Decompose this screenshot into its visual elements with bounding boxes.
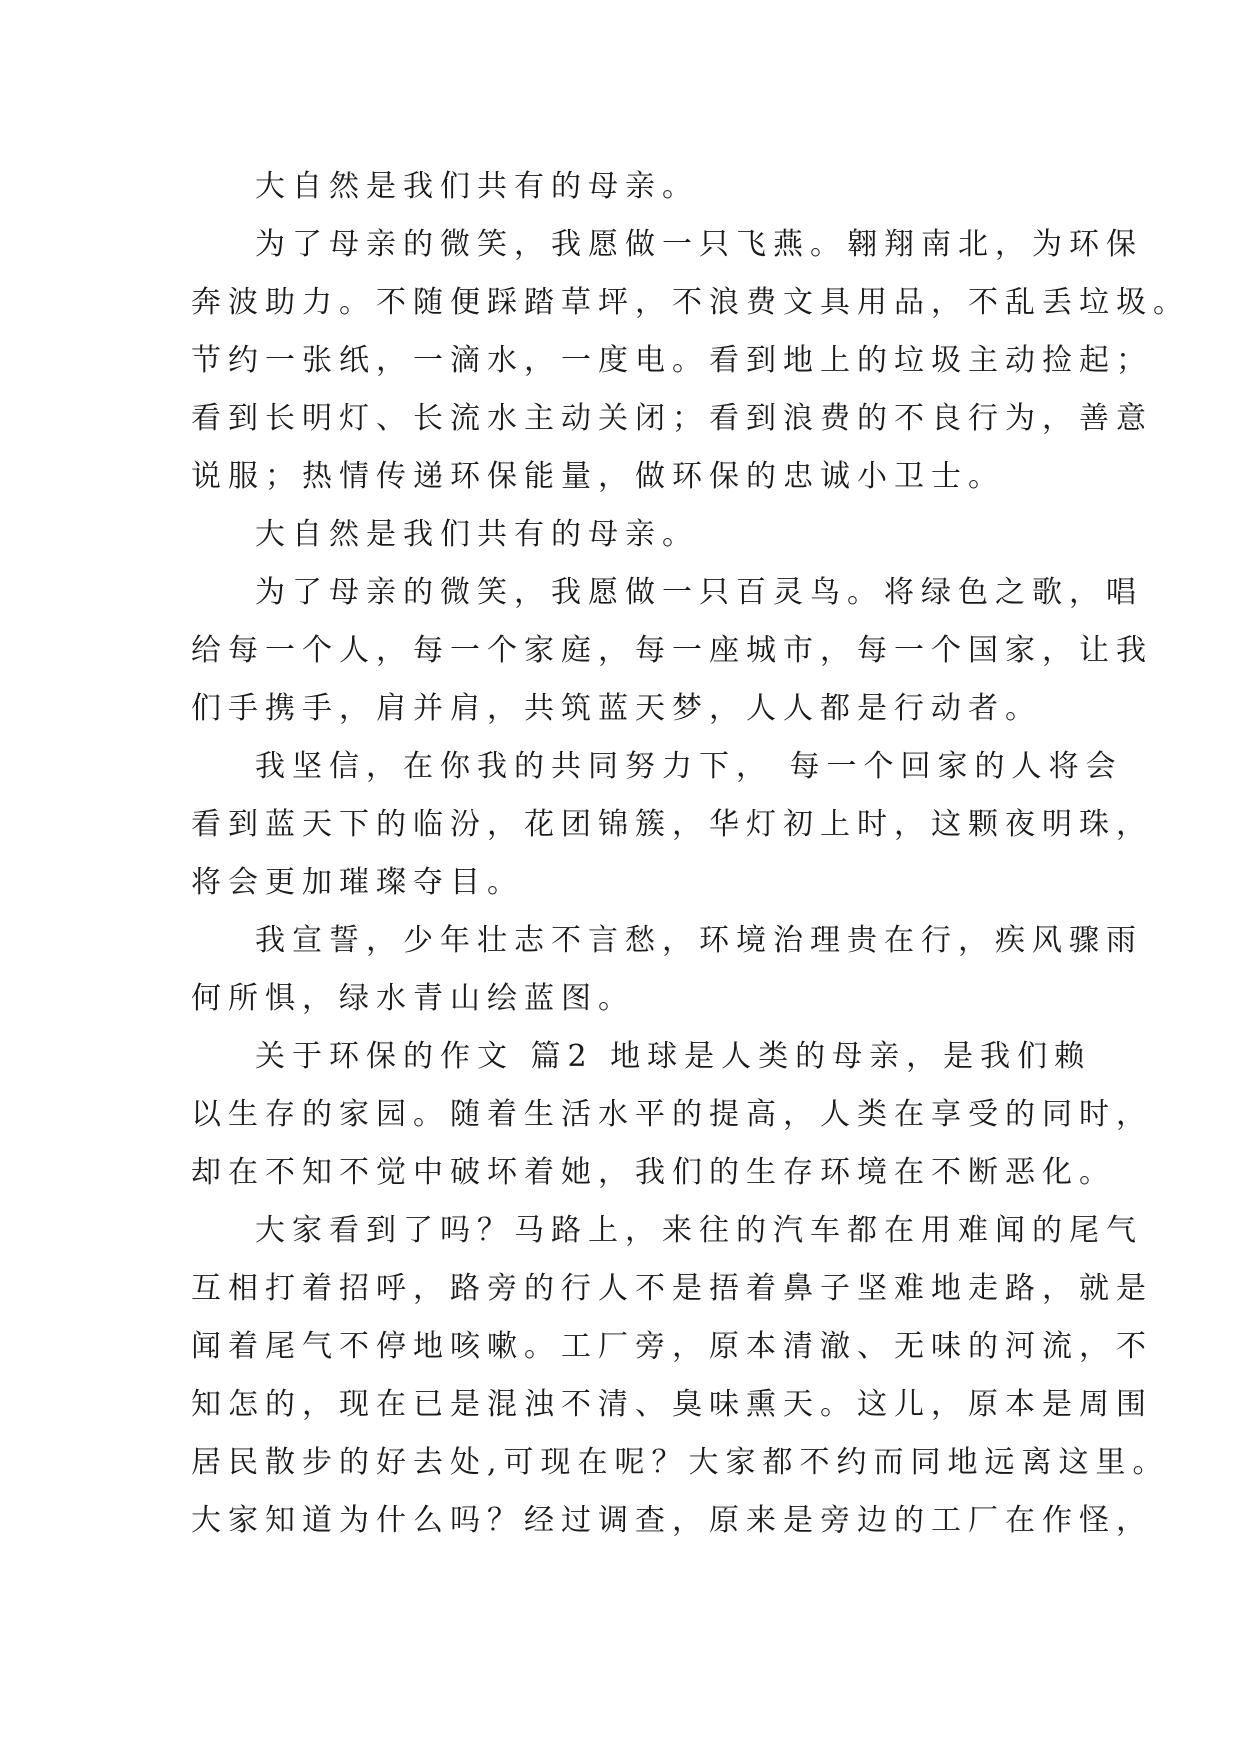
text-line: 为了母亲的微笑，我愿做一只飞燕。翱翔南北，为环保: [255, 227, 1143, 262]
text-line: 看到蓝天下的临汾，花团锦簇，华灯初上时，这颗夜明珠，: [191, 807, 1153, 842]
text-line: 看到长明灯、长流水主动关闭；看到浪费的不良行为，善意: [191, 401, 1153, 436]
text-line: 大自然是我们共有的母亲。: [255, 517, 699, 552]
text-line: 何所惧，绿水青山绘蓝图。: [191, 981, 635, 1016]
text-line: 知怎的，现在已是混浊不清、臭味熏天。这儿，原本是周围: [191, 1387, 1153, 1422]
text-line: 将会更加璀璨夺目。: [191, 865, 524, 900]
text-line: 节约一张纸，一滴水，一度电。看到地上的垃圾主动捡起；: [191, 343, 1153, 378]
text-line: 却在不知不觉中破坏着她，我们的生存环境在不断恶化。: [191, 1155, 1116, 1190]
text-line: 关于环保的作文 篇2 地球是人类的母亲，是我们赖: [255, 1039, 1092, 1074]
text-line: 互相打着招呼，路旁的行人不是捂着鼻子坚难地走路，就是: [191, 1271, 1153, 1306]
text-line: 我宣誓，少年壮志不言愁，环境治理贵在行，疾风骤雨: [255, 923, 1143, 958]
text-line: 奔波助力。不随便踩踏草坪，不浪费文具用品，不乱丢垃圾。: [191, 285, 1190, 320]
text-line: 为了母亲的微笑，我愿做一只百灵鸟。将绿色之歌，唱: [255, 575, 1143, 610]
text-line: 给每一个人，每一个家庭，每一座城市，每一个国家，让我: [191, 633, 1153, 668]
text-line: 大自然是我们共有的母亲。: [255, 169, 699, 204]
text-line: 大家看到了吗？马路上，来往的汽车都在用难闻的尾气: [255, 1213, 1143, 1248]
text-line: 以生存的家园。随着生活水平的提高，人类在享受的同时，: [191, 1097, 1153, 1132]
text-line: 说服；热情传递环保能量，做环保的忠诚小卫士。: [191, 459, 1005, 494]
text-line: 闻着尾气不停地咳嗽。工厂旁，原本清澈、无味的河流，不: [191, 1329, 1153, 1364]
text-line: 们手携手，肩并肩，共筑蓝天梦，人人都是行动者。: [191, 691, 1042, 726]
text-line: 我坚信，在你我的共同努力下， 每一个回家的人将会: [255, 749, 1123, 784]
text-line: 居民散步的好去处,可现在呢？大家都不约而同地远离这里。: [191, 1445, 1170, 1480]
text-line: 大家知道为什么吗？经过调查，原来是旁边的工厂在作怪，: [191, 1503, 1153, 1538]
